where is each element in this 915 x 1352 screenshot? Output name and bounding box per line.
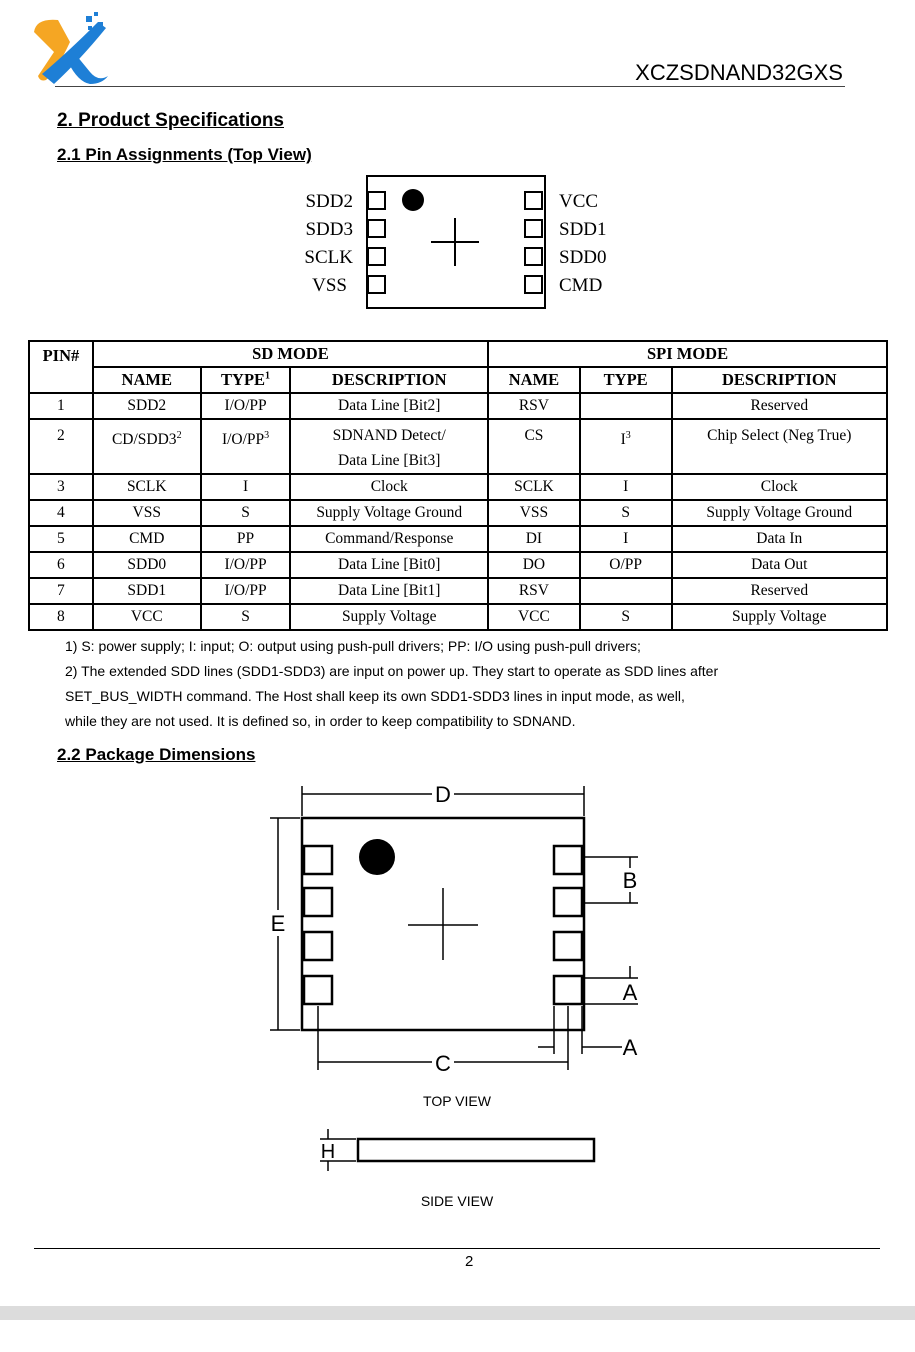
right-pin-label: SDD1 [559,219,607,240]
table-row: 4 VSS S Supply Voltage Ground VSS S Supply Voltage Ground [29,500,887,526]
section-title-package-dimensions: 2.2 Package Dimensions [57,745,256,764]
table-row: 6 SDD0 I/O/PP Data Line [Bit0] DO O/PP Data Out [29,552,887,578]
table-header-pin: PIN# [29,341,93,393]
table-row: 8 VCC S Supply Voltage VCC S Supply Voltage [29,604,887,630]
side-view-caption: SIDE VIEW [420,1193,494,1209]
company-logo [28,12,118,88]
table-row: 7 SDD1 I/O/PP Data Line [Bit1] RSV Reserved [29,578,887,604]
left-pin-label: SDD2 [305,191,353,212]
top-view-caption: TOP VIEW [423,1093,491,1109]
table-header-spi-name: NAME [488,367,580,393]
pin-assignment-diagram [295,168,625,316]
dimension-label-a: A [622,980,638,1005]
header-divider [55,86,845,87]
pin1-marker-dot [359,839,395,875]
footnote-2-cont: while they are not used. It is defined so, in order to keep compatibility to SDNAND. [65,713,576,729]
left-pin-label: SCLK [304,247,353,268]
page-bottom-band [0,1306,915,1320]
table-header-sd-mode: SD MODE [93,341,488,367]
dimension-label-b: B [622,868,638,893]
section-title-product-specifications: 2. Product Specifications [57,110,284,131]
right-pin-label: CMD [559,275,603,296]
package-side-view-drawing [310,1125,610,1175]
table-header-sd-type: TYPE$^1$ [201,367,291,393]
dimension-label-a: A [622,1035,638,1060]
footnote-2: 2) The extended SDD lines (SDD1-SDD3) are input on power up. They start to operate as SDD lines after [65,663,719,679]
footer-divider [34,1248,880,1249]
table-row: 1 SDD2 I/O/PP Data Line [Bit2] RSV Reserved [29,393,887,419]
package-top-view-drawing [260,780,660,1085]
dimension-label-d: D [435,782,451,807]
dimension-label-c: C [435,1051,451,1076]
pin1-marker-dot [402,189,424,211]
table-header-spi-description: DESCRIPTION [672,367,887,393]
table-row: 2 $CD/SDD3^2$ $I/O/PP^3$ SDNAND Detect/ Data Line [Bit3] CS $I^3$ Chip Select (Neg True) [29,419,887,474]
footnote-1: 1) S: power supply; I: input; O: output using push-pull drivers; PP: I/O using push-pull drivers; [65,638,641,654]
right-pin-label: SDD0 [559,247,607,268]
left-pin-label: SDD3 [305,219,353,240]
page-number: 2 [465,1253,474,1270]
table-row: 3 SCLK I Clock SCLK I Clock [29,474,887,500]
document-code: XCZSDNAND32GXS [635,60,843,85]
table-header-sd-description: DESCRIPTION [290,367,488,393]
pin-assignment-table [28,340,888,631]
table-header-sd-name: NAME [93,367,201,393]
section-title-pin-assignments: 2.1 Pin Assignments (Top View) [57,145,312,164]
left-pin-label: VSS [312,275,347,296]
footnote-2-cont: SET_BUS_WIDTH command. The Host shall keep its own SDD1-SDD3 lines in input mode, as well, [65,688,685,704]
table-header-spi-mode: SPI MODE [488,341,887,367]
dimension-label-h: H [320,1141,336,1163]
table-row: 5 CMD PP Command/Response DI I Data In [29,526,887,552]
table-header-spi-type: TYPE [580,367,672,393]
dimension-label-e: E [270,911,286,936]
right-pin-label: VCC [559,191,599,212]
